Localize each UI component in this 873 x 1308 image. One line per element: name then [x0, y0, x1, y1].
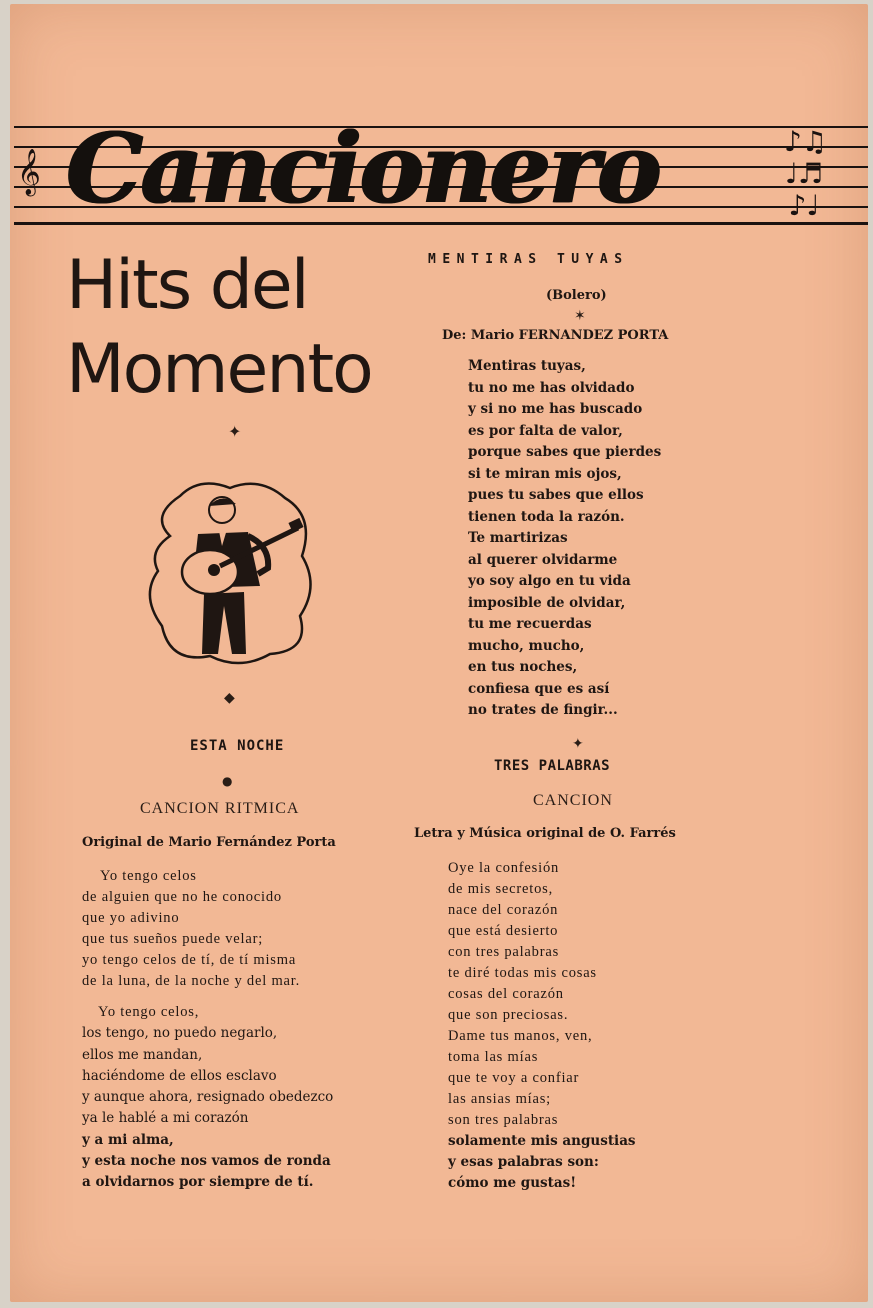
diamond-ornament: ◆	[224, 690, 235, 706]
lyric-line: que te voy a confiar	[448, 1070, 580, 1086]
lyric-line: con tres palabras	[448, 944, 560, 960]
lyric-line: son tres palabras	[448, 1112, 559, 1128]
lyric-line: tu me recuerdas	[468, 616, 592, 632]
lyric-line: Oye la confesión	[448, 860, 560, 876]
lyric-line: y aunque ahora, resignado obedezco	[82, 1089, 334, 1106]
lyric-line: tienen toda la razón.	[468, 508, 625, 525]
lyric-line: nace del corazón	[448, 902, 559, 918]
headline-line-2: Momento	[66, 330, 372, 409]
lyrics-stanza-1	[82, 866, 300, 992]
lyric-line: los tengo, no puedo negarlo,	[82, 1025, 278, 1042]
lyric-line: que tus sueños puede velar;	[82, 931, 264, 947]
lyric-line: imposible de olvidar,	[468, 594, 626, 611]
lyric-line: de la luna, de la noche y del mar.	[82, 973, 301, 989]
lyric-line: las ansias mías;	[448, 1091, 552, 1107]
song-byline: Letra y Música original de O. Farrés	[414, 826, 676, 841]
lyric-line: si te miran mis ojos,	[468, 465, 622, 482]
lyrics-tres-palabras	[448, 858, 636, 1194]
asterisk-ornament: ✶	[574, 308, 586, 324]
lyric-line: tu no me has olvidado	[468, 379, 635, 396]
banner-title: Cancionero	[66, 112, 659, 225]
lyric-line: que yo adivino	[82, 910, 180, 926]
lyric-line: Dame tus manos, ven,	[448, 1028, 593, 1044]
lyric-line: te diré todas mis cosas	[448, 965, 597, 981]
lyric-line: de alguien que no he conocido	[82, 889, 282, 905]
headline-line-1: Hits del	[66, 246, 308, 325]
title-banner	[14, 112, 868, 226]
lyric-line: confiesa que es así	[468, 680, 610, 697]
song-title-mentiras-tuyas: MENTIRAS TUYAS	[428, 252, 629, 267]
lyric-line: yo soy algo en tu vida	[468, 573, 631, 589]
treble-clef-icon: 𝄞	[17, 149, 41, 195]
lyric-line: ellos me mandan,	[82, 1046, 203, 1063]
lyric-line: que son preciosas.	[448, 1007, 569, 1023]
lyric-line: a olvidarnos por siempre de tí.	[82, 1174, 314, 1191]
lyric-line: cómo me gustas!	[448, 1175, 577, 1191]
lyric-line: porque sabes que pierdes	[468, 444, 662, 460]
song-title-esta-noche: ESTA NOCHE	[190, 738, 285, 754]
lyric-line: y si no me has buscado	[468, 401, 643, 417]
notes-icon: ♪♫ ♩♬ ♪♩	[784, 125, 827, 222]
song-genre: CANCION	[533, 792, 613, 809]
song-genre: (Bolero)	[546, 288, 607, 303]
lyric-line: ya le hablé a mi corazón	[82, 1110, 249, 1127]
lyric-line: yo tengo celos de tí, de tí misma	[82, 952, 297, 968]
song-title-tres-palabras: TRES PALABRAS	[494, 758, 611, 774]
lyric-line: Yo tengo celos	[100, 868, 197, 884]
song-byline: Original de Mario Fernández Porta	[82, 835, 336, 850]
song-genre: CANCION RITMICA	[140, 800, 300, 817]
lyrics-stanza-2	[82, 1002, 333, 1194]
song-byline: De: Mario FERNANDEZ PORTA	[442, 328, 669, 343]
lyric-line: cosas del corazón	[448, 986, 564, 1002]
lyric-line: Mentiras tuyas,	[468, 358, 586, 374]
guitarist-illustration	[140, 476, 320, 666]
lyric-line: que está desierto	[448, 923, 559, 939]
lyric-line: y esta noche nos vamos de ronda	[82, 1153, 331, 1170]
lyric-line: al querer olvidarme	[468, 551, 618, 568]
lyric-line: y a mi alma,	[82, 1131, 174, 1148]
lyric-line: de mis secretos,	[448, 881, 554, 897]
lyric-line: pues tu sabes que ellos	[468, 487, 644, 503]
lyrics-mentiras-tuyas	[468, 356, 661, 722]
lyric-line: Yo tengo celos,	[98, 1004, 200, 1020]
star-ornament: ✦	[228, 422, 242, 441]
lyric-line: solamente mis angustias	[448, 1133, 636, 1149]
lyric-line: toma las mías	[448, 1049, 539, 1065]
lyric-line: es por falta de valor,	[468, 422, 623, 439]
lyric-line: Te martirizas	[468, 530, 568, 546]
dot-ornament: ●	[222, 774, 233, 788]
lyric-line: y esas palabras son:	[448, 1154, 599, 1170]
lyric-line: haciéndome de ellos esclavo	[82, 1067, 277, 1084]
star-ornament: ✦	[572, 736, 584, 752]
lyric-line: en tus noches,	[468, 659, 578, 675]
headline	[66, 244, 386, 412]
lyric-line: no trates de fingir...	[468, 702, 618, 718]
lyric-line: mucho, mucho,	[468, 637, 585, 654]
